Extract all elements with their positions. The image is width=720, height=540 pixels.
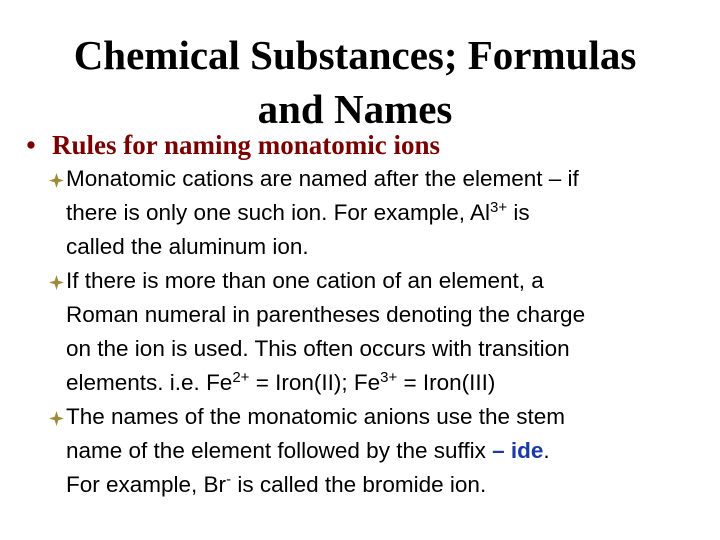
item-text-line: For example, Br- is called the bromide ion. (66, 471, 487, 497)
title-line-1: Chemical Substances; Formulas (73, 32, 637, 78)
superscript-charge: - (226, 471, 232, 488)
list-item (48, 162, 718, 264)
item-text-line: name of the element followed by the suffix – ide. (66, 438, 550, 463)
main-bullet-text: Rules for naming monatomic ions (52, 130, 441, 160)
list-item (48, 264, 718, 400)
title-line-2: and Names (257, 86, 453, 132)
item-text-line: there is only one such ion. For example, $Al^{3+}$ is (66, 199, 530, 225)
superscript-charge: 3+ (380, 369, 398, 386)
four-point-star-icon (49, 275, 64, 290)
sub-bullet-list (48, 162, 718, 502)
item-text-line: elements. i.e. $Fe^{2+}$ = Iron(II); $Fe^{3+}$ = Iron(III) (66, 369, 496, 395)
superscript-charge: 3+ (489, 199, 508, 216)
four-point-star-icon (49, 173, 64, 188)
slide-title (0, 28, 710, 136)
list-item (48, 400, 718, 502)
bullet-dot: • (26, 130, 36, 160)
suffix-ide: – ide (492, 438, 544, 463)
item-text-line: Roman numeral in parentheses denoting the charge (66, 302, 586, 327)
main-bullet (20, 127, 440, 163)
item-text-line: called the aluminum ion. (66, 234, 309, 259)
four-point-star-icon (49, 411, 64, 426)
item-text-line: The names of the monatomic anions use the stem (66, 404, 566, 429)
item-text-line: on the ion is used. This often occurs with transition (66, 336, 570, 361)
item-text-line: If there is more than one cation of an element, a (66, 268, 544, 293)
superscript-charge: 2+ (232, 369, 250, 386)
item-text-line: Monatomic cations are named after the element – if (66, 166, 579, 191)
